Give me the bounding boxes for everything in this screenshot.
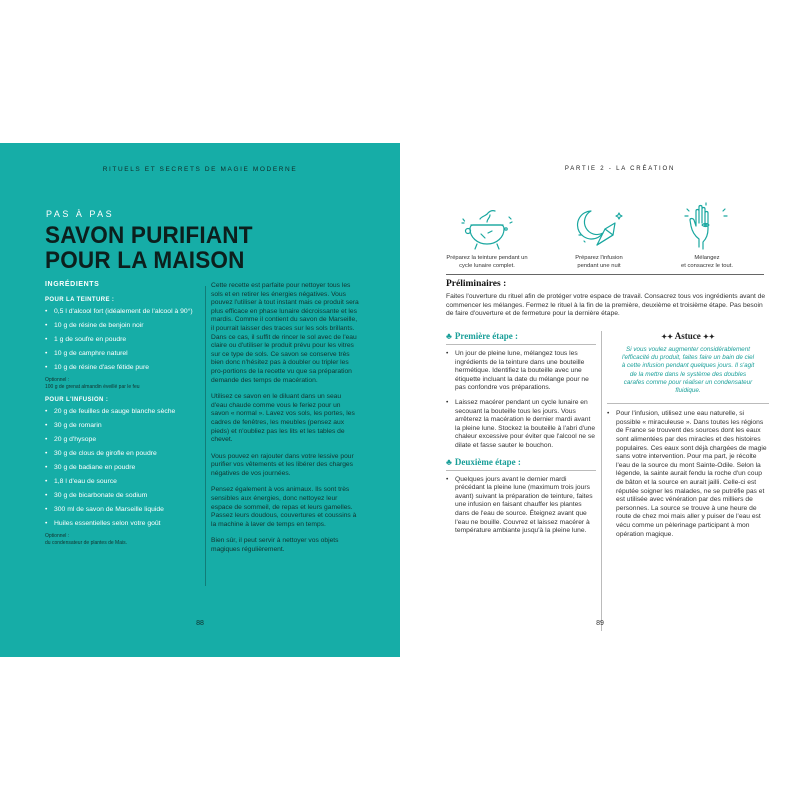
- left-page: [0, 143, 400, 657]
- clover-icon: ♣: [446, 456, 452, 467]
- star-icon: ✦✦: [661, 333, 673, 341]
- icon-caption: et consacrez le tout.: [681, 262, 733, 269]
- divider: [446, 274, 764, 275]
- icon-caption: pendant une nuit: [577, 262, 621, 269]
- list-item: • Un jour de pleine lune, mélangez tous les ingrédients de la teinture dans une bouteille hermétique. Identifiez la bouteille avec une étiquette incluant la date du mélange pour ne pas confondre vos préparations.: [446, 350, 596, 393]
- preliminaries-text: Faites l'ouverture du rituel afin de protéger votre espace de travail. Consacrez tous vos ingrédients avant de commencer les mélanges. Fermez le rituel à la fin de la première, deuxième et troisième étape. Pas besoin de faire d'ouverture et de fermeture pour la dernière étape.: [446, 293, 766, 318]
- divider: [446, 470, 596, 471]
- icon-caption: Mélangez: [694, 255, 720, 261]
- running-head-left: RITUELS ET SECRETS DE MAGIE MODERNE: [102, 166, 298, 173]
- teinture-heading: POUR LA TEINTURE :: [45, 297, 115, 303]
- list-item: • 30 g de clous de girofle en poudre: [45, 449, 203, 458]
- page-title: [45, 223, 339, 273]
- title-line-2: POUR LA MAISON: [45, 247, 245, 274]
- list-item: • 300 ml de savon de Marseille liquide: [45, 505, 203, 514]
- list-item: • 0,5 l d'alcool fort (idéalement de l'alcool à 90°): [45, 307, 203, 316]
- icon-caption: Préparez la teinture pendant un: [446, 255, 528, 261]
- infusion-heading: POUR L'INFUSION :: [45, 397, 109, 403]
- step-illustration: [422, 205, 552, 270]
- list-item: • 10 g de résine d'ase fétide pure: [45, 363, 203, 372]
- step-2-title: Deuxième étape :: [454, 456, 521, 467]
- step-illustration: [652, 201, 762, 270]
- tip-text: Si vous voulez augmenter considérablement l'efficacité du produit, faites faire un bain de ciel à cette infusion pendant quelques jours. Il s'agit de la mettre dans le système des doubles carafes comme pour réaliser un condensateur fluidique.: [621, 346, 755, 395]
- optional-label: Optionnel :: [45, 377, 70, 383]
- icon-caption: Préparez l'infusion: [575, 255, 623, 261]
- page-number-left: 88: [196, 620, 204, 627]
- clover-icon: ♣: [446, 331, 452, 341]
- list-item: • Quelques jours avant le dernier mardi précédant la pleine lune (maximum trois jours avant) suivant la préparation de teinture, faites une infusion en faisant chauffer les plantes dans de l'eau de source. Éteignez avant que l'eau ne bouille. Couvrez et laissez macérer à température ambiante jusqu'à la pleine lune.: [446, 476, 596, 536]
- column-divider: [205, 286, 206, 586]
- step-2-list: [446, 476, 596, 536]
- tip-column: [607, 331, 769, 539]
- running-head-right: PARTIE 2 - LA CRÉATION: [564, 166, 676, 172]
- paragraph: Cette recette est parfaite pour nettoyer tous les sols et en retirer les énergies négatives. Vous pouvez l'utiliser à tout instant mais ce produit sera plus efficace en phase lunaire décroissante et les mardis. Comme il contient du savon de Marseille, il pourrait laisser des traces sur les sols brillants. Dans ce cas, il suffit de rincer le sol avec de l'eau claire ou d'utiliser le produit prévu pour les vitres sur ce type de sols. Ce savon se conserve très bien donc n'hésitez pas à doubler ou tripler les pro-portions de la recette vu que sa préparation demande des temps de macération.: [211, 282, 359, 384]
- ingredients-heading: INGRÉDIENTS: [45, 281, 100, 288]
- tip-list: [607, 410, 769, 539]
- paragraph: Utilisez ce savon en le diluant dans un seau d'eau chaude comme vous le feriez pour un savon « normal ». Lavez vos sols, les portes, les cadres de fenêtres, les meubles (pensez aux pieds) et n'oubliez pas les lits et les tables de chevet.: [211, 393, 355, 444]
- divider: [446, 344, 596, 345]
- step-1-title: Première étape :: [454, 331, 519, 341]
- list-item: • 10 g de résine de benjoin noir: [45, 321, 203, 330]
- paragraph: Vous pouvez en rajouter dans votre lessive pour purifier vos vêtements et les libérer des charges négatives de vos journées.: [211, 452, 354, 477]
- icon-caption: cycle lunaire complet.: [459, 262, 515, 269]
- step-1-heading: [446, 331, 596, 341]
- list-item: • 30 g de romarin: [45, 421, 203, 430]
- paragraph: Pensez également à vos animaux. Ils sont très sensibles aux énergies, donc nettoyez leur espace de sommeil, de repas et leurs gamelles. Passez leurs doudous, couvertures et coussins à la machine à laver de temps en temps.: [211, 486, 357, 528]
- step-2-heading: [446, 457, 596, 467]
- list-item: • Huiles essentielles selon votre goût: [45, 519, 203, 528]
- list-item: • Pour l'infusion, utilisez une eau naturelle, si possible « miraculeuse ». Dans toutes les régions de France se trouvent des sources dont les eaux sont alimentées par des miracles et des histoires populaires. Ces eaux sont déjà chargées de magie sans votre intervention. Pour ma part, je récolte l'eau de la source du mont Sainte-Odile. Selon la légende, la sainte aurait fendu la roche d'un coup de bâton et la source en aurait jailli. Celle-ci est réputée soigner les malades, ne se putréfie pas et est utilisée avec vénération par des milliers de personnes. La source se trouve à une heure de route de chez moi mais aller y puiser de l'eau est vécu comme un pèlerinage participant à mon opération magique.: [607, 410, 769, 539]
- paragraph: Bien sûr, il peut servir à nettoyer vos objets magiques régulièrement.: [211, 537, 339, 554]
- tip-heading: [607, 331, 769, 341]
- column-divider: [601, 331, 602, 631]
- page-number-right: 89: [596, 620, 604, 627]
- title-line-1: SAVON PURIFIANT: [45, 222, 253, 249]
- preliminaries-title: Préliminaires :: [446, 279, 507, 289]
- list-item: • 30 g de badiane en poudre: [45, 463, 203, 472]
- divider: [607, 403, 769, 404]
- right-page: [400, 143, 800, 657]
- cauldron-icon: [457, 205, 517, 251]
- tip-title: Astuce: [674, 331, 701, 341]
- list-item: • 1,8 l d'eau de source: [45, 477, 203, 486]
- optional-text: du condensateur de plantes de Mais.: [45, 540, 127, 546]
- list-item: • 20 g d'hysope: [45, 435, 203, 444]
- list-item: • 30 g de bicarbonate de sodium: [45, 491, 203, 500]
- kicker: PAS À PAS: [46, 209, 115, 219]
- ingredients-column: [45, 281, 203, 547]
- optional-text: 100 g de grenat almandin éveillé par le feu: [45, 384, 140, 390]
- body-text-column: [211, 282, 359, 563]
- teinture-list: [45, 307, 203, 372]
- list-item: • Laissez macérer pendant un cycle lunaire en secouant la bouteille tous les jours. Vous arrêterez la macération le dernier mardi avant la pleine lune. Stockez la bouteille à l'abri d'une chaleur excessive pour éviter que l'alcool ne se dilate et fasse sauter le bouchon.: [446, 399, 596, 451]
- list-item: • 1 g de soufre en poudre: [45, 335, 203, 344]
- step-1-list: [446, 350, 596, 451]
- optional-label: Optionnel :: [45, 533, 70, 539]
- list-item: • 10 g de camphre naturel: [45, 349, 203, 358]
- moon-crystal-icon: [569, 205, 629, 251]
- hand-icon: [677, 201, 737, 251]
- steps-column: [446, 331, 596, 542]
- star-icon: ✦✦: [703, 333, 715, 341]
- step-illustration: [540, 205, 658, 270]
- list-item: • 20 g de feuilles de sauge blanche sèche: [45, 407, 203, 416]
- infusion-list: [45, 407, 203, 528]
